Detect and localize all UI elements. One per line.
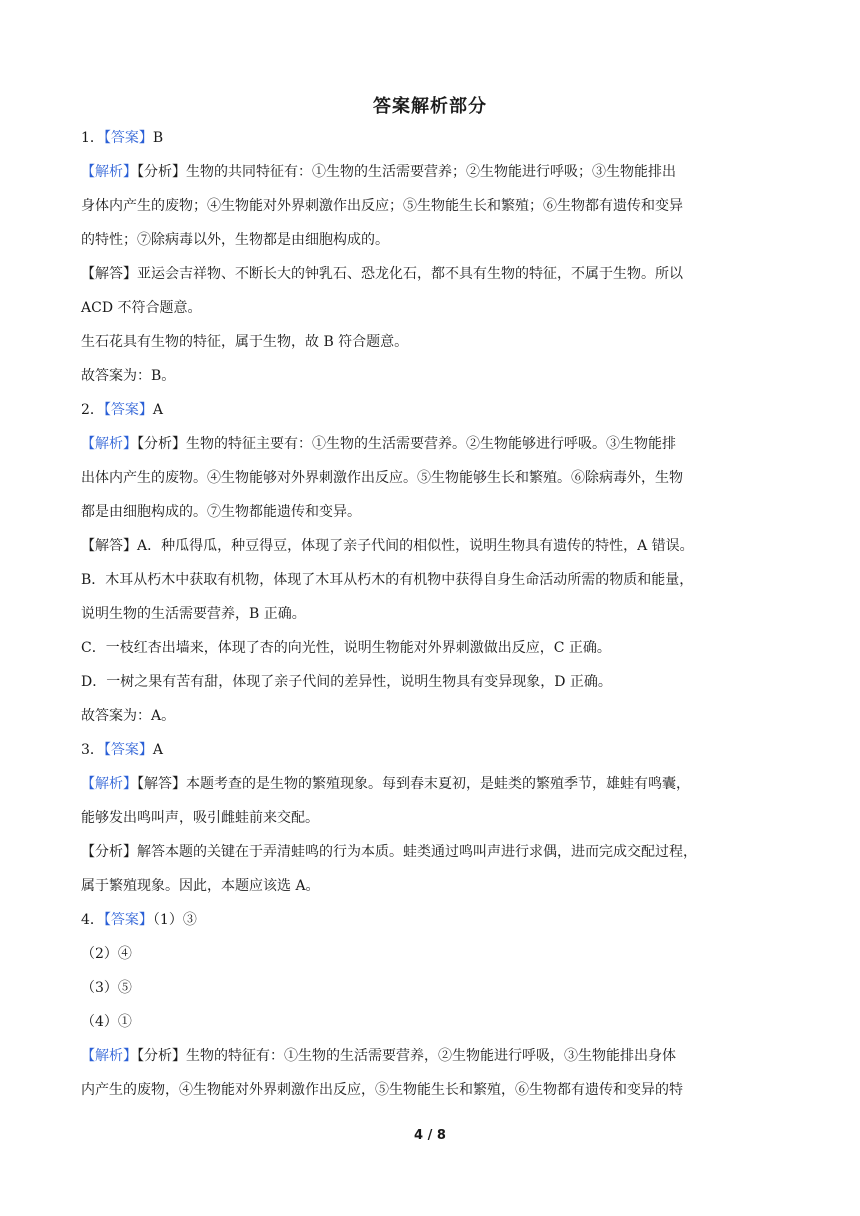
answer-tag: 【答案】 <box>103 912 153 928</box>
answer-line <box>81 706 175 726</box>
answer-line <box>81 502 361 522</box>
question-number: 4． <box>81 912 104 928</box>
answer-line <box>81 434 676 454</box>
answer-line <box>81 128 163 148</box>
answer-line <box>81 672 612 692</box>
answer-line <box>81 1080 683 1100</box>
question-number: 2． <box>81 402 104 418</box>
line-text: 故答案为：B。 <box>81 368 176 384</box>
line-text: C．一枝红杏出墙来，体现了杏的向光性，说明生物能对外界刺激做出反应，C 正确。 <box>81 640 611 656</box>
answer-line <box>81 264 683 284</box>
answer-line <box>81 570 693 590</box>
line-text: 出体内产生的废物。④生物能够对外界刺激作出反应。⑤生物能够生长和繁殖。⑥除病毒外，生物 <box>81 470 683 486</box>
answer-line <box>81 536 694 556</box>
line-text: 生石花具有生物的特征，属于生物，故 B 符合题意。 <box>81 334 409 350</box>
line-text: （1）③ <box>152 912 197 928</box>
answer-line <box>81 808 319 828</box>
analysis-tag: 【解析】 <box>81 776 137 792</box>
answer-line <box>81 298 202 318</box>
answer-line <box>81 230 389 250</box>
line-text: 【分析】生物的特征主要有：①生物的生活需要营养。②生物能够进行呼吸。③生物能排 <box>137 436 676 452</box>
line-text: B．木耳从朽木中获取有机物，体现了木耳从朽木的有机物中获得自身生命活动所需的物质和能量， <box>81 572 694 588</box>
answer-line <box>81 468 683 488</box>
line-text: 都是由细胞构成的。⑦生物都能遗传和变异。 <box>81 504 361 520</box>
answer-line <box>81 842 697 862</box>
answer-line <box>81 978 132 998</box>
line-text: 身体内产生的废物；④生物能对外界刺激作出反应；⑤生物能生长和繁殖；⑥生物都有遗传和变异 <box>81 198 683 214</box>
answer-line <box>81 1012 132 1032</box>
answer-line <box>81 162 676 182</box>
line-text: ACD 不符合题意。 <box>81 300 202 316</box>
line-text: 【解答】本题考查的是生物的繁殖现象。每到春末夏初，是蛙类的繁殖季节，雄蛙有鸣囊， <box>137 776 690 792</box>
answer-line <box>81 196 683 216</box>
answer-line <box>81 1046 676 1066</box>
analysis-tag: 【解析】 <box>81 164 137 180</box>
line-text: （4）① <box>81 1014 132 1030</box>
answer-line <box>81 332 408 352</box>
line-text: （2）④ <box>81 946 132 962</box>
answer-tag: 【答案】 <box>103 402 153 418</box>
analysis-tag: 【解析】 <box>81 436 137 452</box>
answer-line <box>81 400 163 420</box>
line-text: 属于繁殖现象。因此，本题应该选 A。 <box>81 878 320 894</box>
answer-line <box>81 638 611 658</box>
page-title: 答案解析部分 <box>373 96 487 117</box>
line-text: 【解答】A．种瓜得瓜，种豆得豆，体现了亲子代间的相似性，说明生物具有遗传的特性，A 错误。 <box>81 538 694 554</box>
line-text: 说明生物的生活需要营养，B 正确。 <box>81 606 306 622</box>
line-text: A <box>152 402 164 418</box>
line-text: 故答案为：A。 <box>81 708 176 724</box>
line-text: A <box>152 742 164 758</box>
line-text: （3）⑤ <box>81 980 132 996</box>
answer-line <box>81 876 320 896</box>
line-text: 内产生的废物，④生物能对外界刺激作出反应，⑤生物能生长和繁殖，⑥生物都有遗传和变异的特 <box>81 1082 683 1098</box>
answer-line <box>81 944 132 964</box>
answer-tag: 【答案】 <box>103 742 153 758</box>
line-text: 的特性；⑦除病毒以外，生物都是由细胞构成的。 <box>81 232 389 248</box>
line-text: 【分析】生物的共同特征有：①生物的生活需要营养；②生物能进行呼吸；③生物能排出 <box>137 164 676 180</box>
answer-line <box>81 774 690 794</box>
answer-line <box>81 910 197 930</box>
analysis-tag: 【解析】 <box>81 1048 137 1064</box>
answer-tag: 【答案】 <box>103 130 153 146</box>
line-text: 【解答】亚运会吉祥物、不断长大的钟乳石、恐龙化石，都不具有生物的特征，不属于生物。所以 <box>81 266 683 282</box>
line-text: 能够发出鸣叫声，吸引雌蛙前来交配。 <box>81 810 319 826</box>
line-text: D．一树之果有苦有甜，体现了亲子代间的差异性，说明生物具有变异现象，D 正确。 <box>81 674 612 690</box>
page-number: 4 / 8 <box>414 1128 446 1143</box>
line-text: B <box>152 130 164 146</box>
answer-line <box>81 740 163 760</box>
answer-line <box>81 366 175 386</box>
question-number: 3． <box>81 742 104 758</box>
line-text: 【分析】生物的特征有：①生物的生活需要营养，②生物能进行呼吸，③生物能排出身体 <box>137 1048 676 1064</box>
answer-line <box>81 604 306 624</box>
question-number: 1． <box>81 130 104 146</box>
line-text: 【分析】解答本题的关键在于弄清蛙鸣的行为本质。蛙类通过鸣叫声进行求偶，进而完成交配过程， <box>81 844 697 860</box>
